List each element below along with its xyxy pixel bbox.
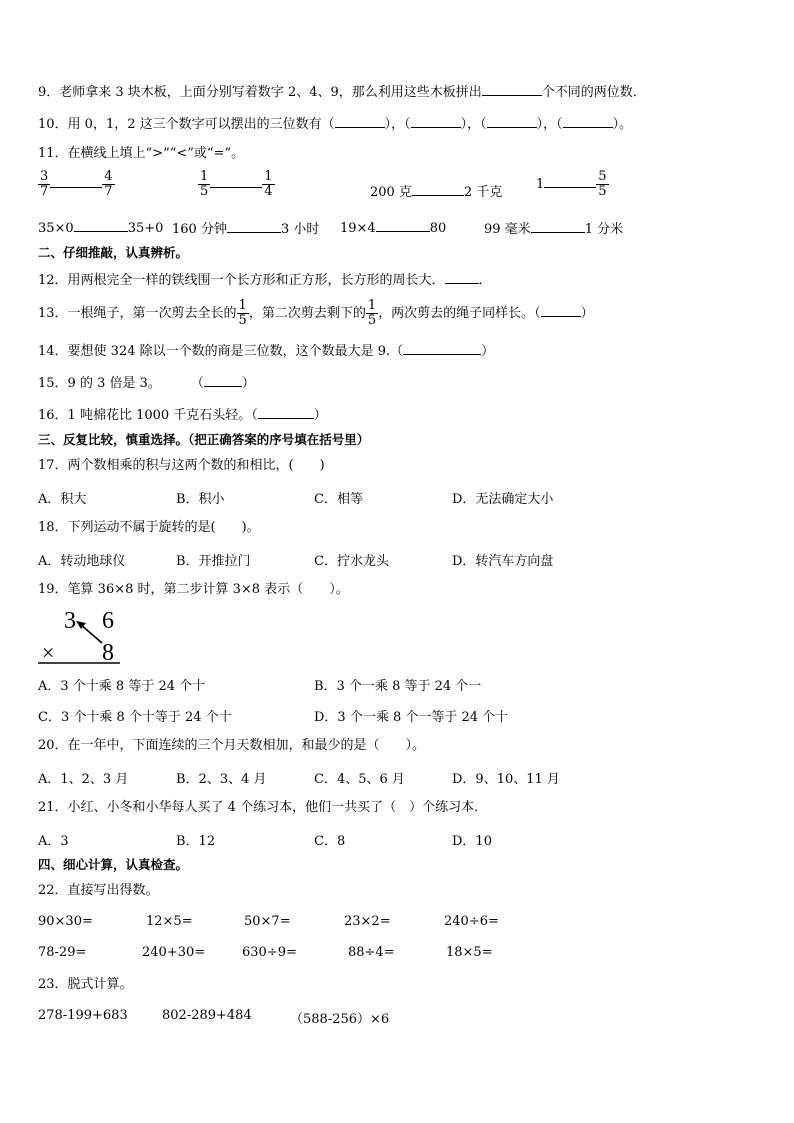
question-19: 19．笔算 36×8 时，第二步计算 3×8 表示（ ）。 xyxy=(38,582,349,597)
q11-compare-4: 1 $\frac{5}{5}$ xyxy=(536,169,607,199)
calc-expression: 278-199+683 xyxy=(38,1008,128,1023)
q17-option-b[interactable]: B．积小 xyxy=(176,492,225,507)
q15-answer-blank[interactable] xyxy=(204,373,242,387)
q10-blank-3[interactable] xyxy=(487,114,537,128)
q18-option-c[interactable]: C．拧水龙头 xyxy=(314,554,389,569)
q10-sep-3: ），（ xyxy=(536,117,563,132)
fraction: $\frac{1}{5}$ xyxy=(238,298,247,328)
q16-answer-blank[interactable] xyxy=(258,405,314,419)
q19-option-a[interactable]: A．3 个十乘 8 等于 24 个十 xyxy=(38,679,206,694)
question-14: 14．要想使 324 除以一个数的商是三位数，这个数最大是 9.（ ） xyxy=(38,341,494,361)
calc-item: 90×30= xyxy=(38,914,93,929)
q11-compare-2 xyxy=(198,170,275,199)
q11-blank[interactable] xyxy=(376,218,430,232)
q11-compare-7: 19×4 80 xyxy=(340,218,446,236)
q20-option-b[interactable]: B．2、3、4 月 xyxy=(176,772,267,787)
q13-answer-blank[interactable] xyxy=(541,303,581,317)
question-15: 15．9 的 3 倍是 3。 （ ） xyxy=(38,373,255,393)
q19-option-b[interactable]: B．3 个一乘 8 等于 24 个一 xyxy=(314,679,482,694)
q19-option-d[interactable]: D．3 个一乘 8 个一等于 24 个十 xyxy=(314,710,509,725)
vertical-multiplication-figure xyxy=(36,607,122,665)
fraction: $\frac{5}{5}$ xyxy=(598,169,607,199)
section-2-heading: 二、仔细推敲，认真辨析。 xyxy=(38,245,189,260)
q18-option-a[interactable]: A．转动地球仪 xyxy=(38,554,126,569)
digit-3: 3 xyxy=(64,608,76,634)
q10-sep-1: ），（ xyxy=(384,117,411,132)
section-4-heading: 四、细心计算，认真检查。 xyxy=(38,857,189,872)
calc-item: 88÷4= xyxy=(348,945,395,960)
q21-option-a[interactable]: A．3 xyxy=(38,834,69,849)
q11-compare-1 xyxy=(38,170,115,199)
q20-option-a[interactable]: A．1、2、3 月 xyxy=(38,772,129,787)
calc-item: 240+30= xyxy=(142,945,206,960)
fraction: $\frac{3}{7}$ xyxy=(40,169,49,199)
q10-sep-2: ），（ xyxy=(460,117,487,132)
calc-item: 23×2= xyxy=(344,914,391,929)
fraction: $\frac{1}{5}$ xyxy=(200,169,209,199)
question-18: 18．下列运动不属于旋转的是( )。 xyxy=(38,520,260,535)
q20-option-d[interactable]: D．9、10、11 月 xyxy=(452,772,560,787)
q11-compare-3: 200 克 2 千克 xyxy=(370,181,502,200)
question-22: 22．直接写出得数。 xyxy=(38,883,159,898)
q21-option-b[interactable]: B．12 xyxy=(176,834,216,849)
fraction: $\frac{1}{5}$ xyxy=(367,298,377,328)
q11-blank[interactable] xyxy=(544,174,596,188)
q11-compare-5: 35×0 35+0 xyxy=(38,218,163,236)
q17-option-d[interactable]: D．无法确定大小 xyxy=(452,492,554,507)
calc-item: 630÷9= xyxy=(242,945,297,960)
arrow-line xyxy=(80,624,102,643)
q20-option-c[interactable]: C．4、5、6 月 xyxy=(314,772,405,787)
question-17: 17．两个数相乘的积与这两个数的和相比，( ) xyxy=(38,458,325,473)
q12-blank[interactable] xyxy=(445,270,479,284)
q10-blank-1[interactable] xyxy=(335,114,385,128)
q17-option-c[interactable]: C．相等 xyxy=(314,492,363,507)
fraction: $\frac{1}{4}$ xyxy=(264,169,273,199)
calc-item: 50×7= xyxy=(244,914,291,929)
fraction: $\frac{4}{7}$ xyxy=(104,169,113,199)
q11-blank[interactable] xyxy=(227,219,281,233)
calc-item: 240÷6= xyxy=(444,914,499,929)
q18-option-b[interactable]: B．开推拉门 xyxy=(176,554,251,569)
question-11: 11．在横线上填上“>”“<”或“=”。 xyxy=(38,146,245,161)
q17-option-a[interactable]: A．积大 xyxy=(38,492,87,507)
question-21: 21．小红、小冬和小华每人买了 4 个练习本，他们一共买了（ ）个练习本． xyxy=(38,800,488,815)
times-sign: × xyxy=(42,640,55,665)
calc-expression: 802-289+484 xyxy=(162,1008,252,1023)
q11-blank[interactable] xyxy=(210,174,262,188)
q10-text: 10．用 0，1，2 这三个数字可以摆出的三位数有（ xyxy=(38,117,335,132)
calc-item: 12×5= xyxy=(146,914,193,929)
q14-answer-blank[interactable] xyxy=(403,341,481,355)
question-12: 12．用两根完全一样的铁线围一个长方形和正方形，长方形的周长大． ． xyxy=(38,270,492,290)
q11-compare-8: 99 毫米 1 分米 xyxy=(484,218,623,237)
question-9 xyxy=(38,82,646,102)
q11-blank[interactable] xyxy=(74,218,128,232)
digit-8: 8 xyxy=(102,640,114,665)
q10-blank-4[interactable] xyxy=(563,114,613,128)
calc-expression: （588-256）×6 xyxy=(290,1012,390,1027)
q9-text: 9．老师拿来 3 块木板，上面分别写着数字 2、4、9，那么利用这些木板拼出 xyxy=(38,85,482,100)
section-3-heading: 三、反复比较，慎重选择。（把正确答案的序号填在括号里） xyxy=(38,432,370,447)
question-10 xyxy=(38,114,632,134)
question-13: 13．一根绳子，第一次剪去全长的 $\frac{1}{5}$ ，第二次剪去剩下的 $\frac{1}{5}$ ，两次剪去的绳子同样长。（ ） xyxy=(38,298,594,328)
digit-6: 6 xyxy=(102,608,114,634)
q21-option-c[interactable]: C．8 xyxy=(314,834,346,849)
question-20: 20．在一年中，下面连续的三个月天数相加，和最少的是（ ）。 xyxy=(38,738,426,753)
q19-option-c[interactable]: C．3 个十乘 8 个十等于 24 个十 xyxy=(38,710,232,725)
q10-blank-2[interactable] xyxy=(411,114,461,128)
q11-blank[interactable] xyxy=(531,219,585,233)
question-23: 23．脱式计算。 xyxy=(38,977,133,992)
question-16: 16．1 吨棉花比 1000 千克石头轻。（ ） xyxy=(38,405,327,425)
q11-blank[interactable] xyxy=(412,182,464,196)
q9-after: 个不同的两位数． xyxy=(541,85,646,100)
calc-item: 18×5= xyxy=(446,945,493,960)
q11-compare-6: 160 分钟 3 小时 xyxy=(172,218,319,237)
q11-blank[interactable] xyxy=(50,174,102,188)
q10-end: ）。 xyxy=(612,117,633,132)
q18-option-d[interactable]: D．转汽车方向盘 xyxy=(452,554,554,569)
q9-blank[interactable] xyxy=(482,82,542,96)
calc-item: 78-29= xyxy=(38,945,87,960)
q21-option-d[interactable]: D．10 xyxy=(452,834,492,849)
